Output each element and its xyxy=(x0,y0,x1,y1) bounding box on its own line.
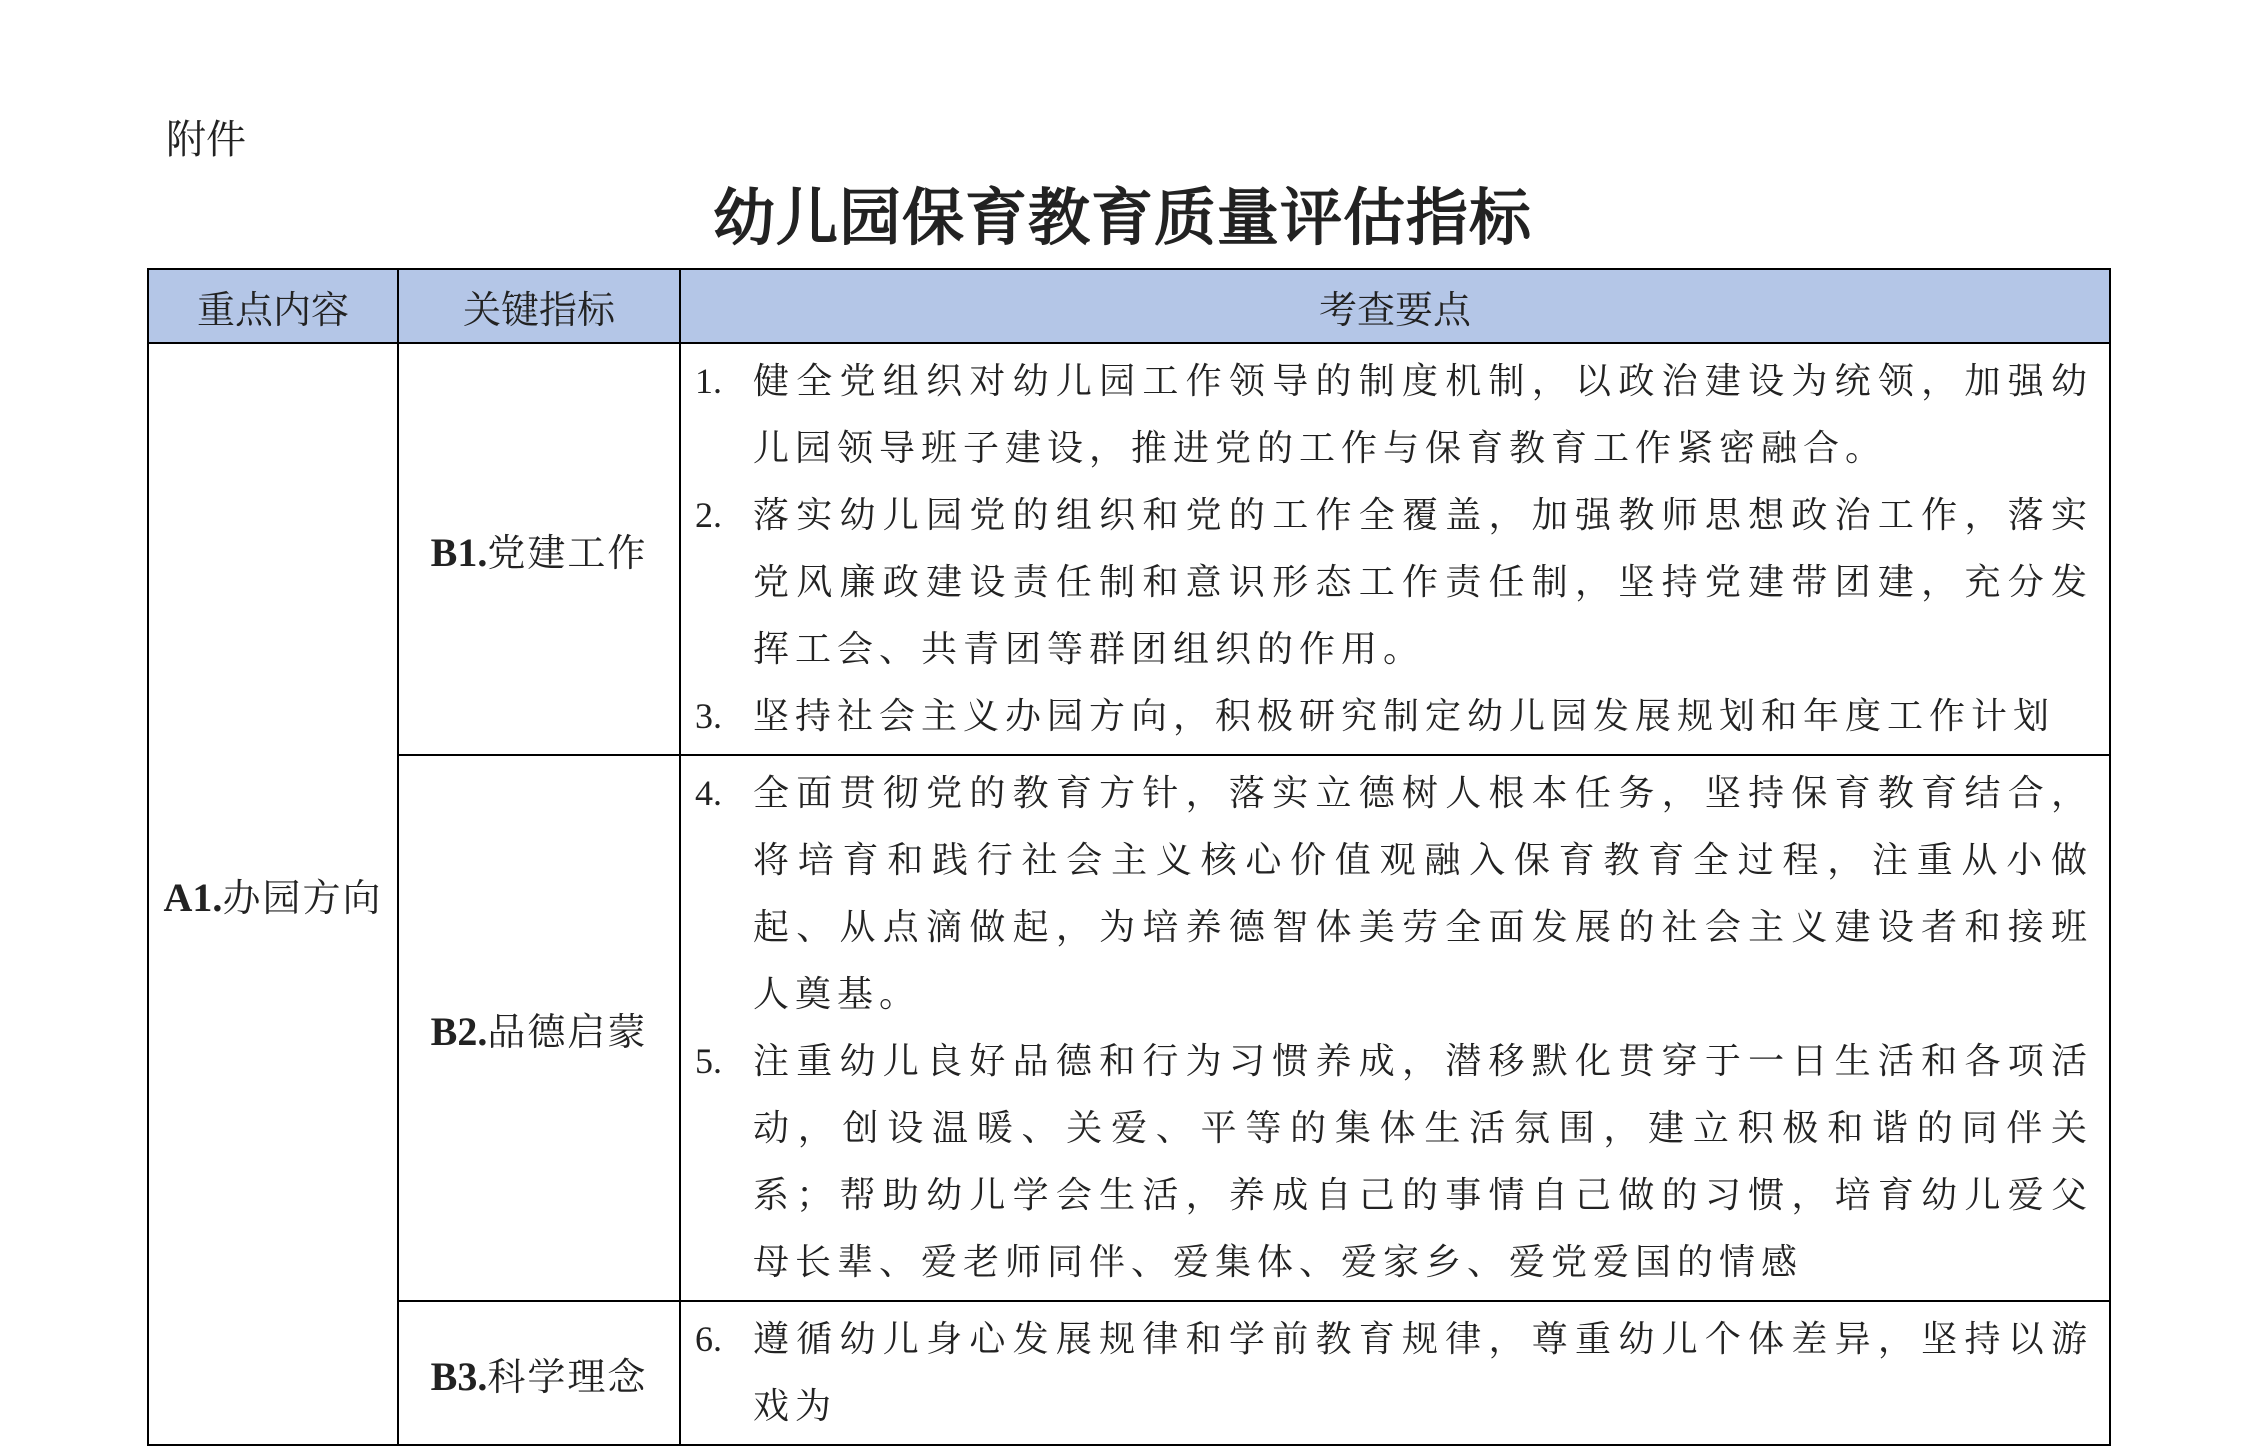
header-indicator: 关键指标 xyxy=(398,269,680,343)
list-item xyxy=(695,1306,2093,1440)
indicator-cell-b1 xyxy=(398,343,680,755)
header-points: 考查要点 xyxy=(680,269,2110,343)
focus-code: A1. xyxy=(163,874,223,920)
point-text: 遵循幼儿身心发展规律和学前教育规律，尊重幼儿个体差异，坚持以游戏为 xyxy=(753,1319,2093,1427)
indicator-code: B1. xyxy=(430,529,488,575)
points-cell-b3 xyxy=(680,1301,2110,1445)
evaluation-table xyxy=(147,268,2111,1446)
table-row xyxy=(148,1301,2110,1445)
point-text: 坚持社会主义办园方向，积极研究制定幼儿园发展规划和年度工作计划 xyxy=(753,696,2056,737)
table-header-row xyxy=(148,269,2110,343)
table-row xyxy=(148,343,2110,755)
header-focus: 重点内容 xyxy=(148,269,398,343)
point-number: 2. xyxy=(695,495,722,535)
focus-label: 办园方向 xyxy=(222,875,383,920)
indicator-label: 科学理念 xyxy=(487,1354,648,1399)
list-item xyxy=(695,482,2093,683)
points-cell-b2 xyxy=(680,755,2110,1301)
list-item xyxy=(695,1028,2093,1296)
point-text: 全面贯彻党的教育方针，落实立德树人根本任务，坚持保育教育结合，将培育和践行社会主义核心价值观融入保育教育全过程，注重从小做起、从点滴做起，为培养德智体美劳全面发展的社会主义建设者和接班人奠基。 xyxy=(753,773,2093,1015)
indicator-code: B3. xyxy=(430,1353,488,1399)
list-item xyxy=(695,348,2093,482)
focus-cell xyxy=(148,343,398,1445)
indicator-cell-b2 xyxy=(398,755,680,1301)
point-number: 5. xyxy=(695,1041,722,1081)
list-item xyxy=(695,760,2093,1028)
table-row xyxy=(148,755,2110,1301)
point-text: 注重幼儿良好品德和行为习惯养成，潜移默化贯穿于一日生活和各项活动，创设温暖、关爱、平等的集体生活氛围，建立积极和谐的同伴关系；帮助幼儿学会生活，养成自己的事情自己做的习惯，培育幼儿爱父母长辈、爱老师同伴、爱集体、爱家乡、爱党爱国的情感 xyxy=(753,1041,2093,1283)
list-item xyxy=(695,683,2093,750)
point-number: 4. xyxy=(695,773,722,813)
indicator-code: B2. xyxy=(430,1008,488,1054)
page-title: 幼儿园保育教育质量评估指标 xyxy=(712,181,1532,254)
point-text: 落实幼儿园党的组织和党的工作全覆盖，加强教师思想政治工作，落实党风廉政建设责任制和意识形态工作责任制，坚持党建带团建，充分发挥工会、共青团等群团组织的作用。 xyxy=(753,495,2093,670)
indicator-label: 品德启蒙 xyxy=(487,1009,648,1054)
point-number: 6. xyxy=(695,1319,722,1359)
points-cell-b1 xyxy=(680,343,2110,755)
indicator-cell-b3 xyxy=(398,1301,680,1445)
point-number: 1. xyxy=(695,361,722,401)
point-number: 3. xyxy=(695,696,722,736)
indicator-label: 党建工作 xyxy=(487,530,648,575)
point-text: 健全党组织对幼儿园工作领导的制度机制，以政治建设为统领，加强幼儿园领导班子建设，推进党的工作与保育教育工作紧密融合。 xyxy=(753,361,2093,469)
attachment-label: 附件 xyxy=(166,117,246,163)
